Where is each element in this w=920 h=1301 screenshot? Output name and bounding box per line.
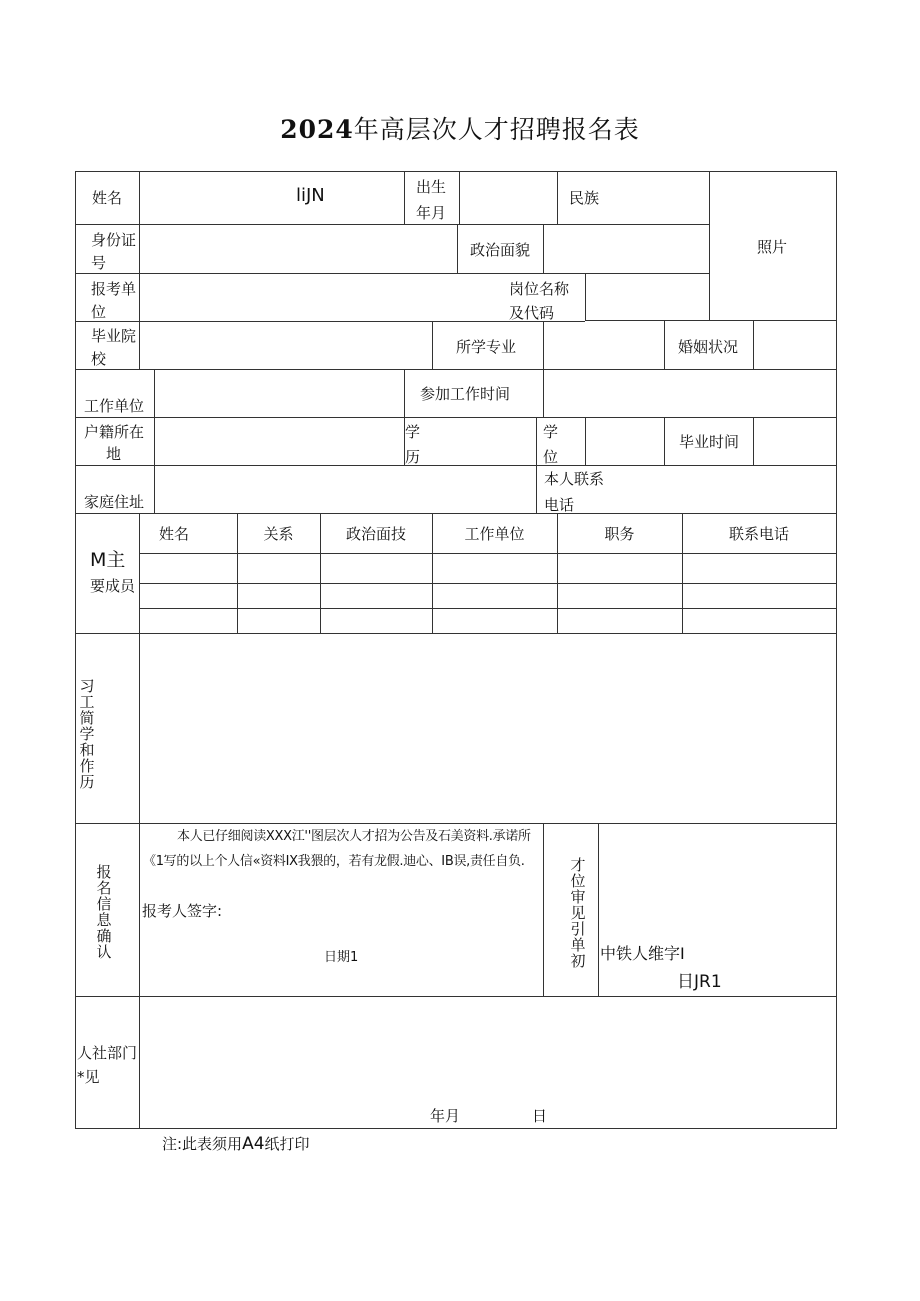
family-header-work-unit: 工作单位 (464, 525, 525, 543)
grad-time-label: 毕业时间 (679, 433, 740, 451)
photo-label: 照片 (757, 238, 788, 256)
edu-label-line1: 学 (405, 423, 421, 441)
name-label: 姓名 (92, 189, 123, 207)
family-header-position: 职务 (604, 525, 635, 543)
major-label: 所学专业 (456, 338, 517, 356)
marital-label: 婚姻状况 (678, 338, 739, 356)
degree-label-line1: 学 (543, 423, 559, 441)
ethnic-label: 民族 (569, 189, 600, 207)
family-label-line2: 要成员 (90, 577, 136, 595)
id-label-line2: 号 (91, 254, 107, 272)
unit-label-line1: 报考单 (91, 280, 137, 298)
confirm-text-line1: 本人已仔细阅读XXX江''图层次人才招为公告及石美资料.承诺所 (177, 829, 531, 844)
review-label: 才位审见引单初 (570, 856, 586, 970)
home-address-label: 家庭住址 (84, 493, 145, 511)
confirm-label: 报名信息确认 (96, 863, 112, 961)
reviewer-date-label: 日JR1 (677, 972, 722, 992)
family-header-relation: 关系 (263, 525, 294, 543)
applicant-date-label: 日期1 (324, 950, 359, 965)
hr-date-day: 日 (532, 1107, 548, 1125)
school-label-line2: 校 (91, 350, 107, 368)
phone-label-line1: 本人联系 (544, 470, 605, 488)
join-work-label: 参加工作时间 (420, 385, 511, 403)
print-note-prefix: 注:此表须用 (162, 1135, 243, 1153)
hr-label-line2: *见 (77, 1068, 100, 1086)
edu-label-line2: 历 (405, 448, 421, 466)
family-header-political: 政治面技 (345, 525, 406, 543)
phone-label-line2: 电话 (544, 496, 575, 514)
hr-label-line1: 人社部门 (77, 1044, 138, 1062)
title-year: 2024 (280, 115, 354, 144)
reviewer-sign-label: 中铁人维字I (600, 944, 685, 963)
family-header-name: 姓名 (158, 525, 189, 543)
print-note-a4: A4 (242, 1134, 265, 1154)
family-label-line1: M主 (90, 549, 126, 571)
print-note (162, 1133, 310, 1154)
title-text: 年高层次人才招聘报名表 (353, 115, 640, 144)
hr-date-year-month: 年月 (430, 1107, 461, 1125)
confirm-text-line2: 《1写的以上个人信«资料IX我猥的，若有龙假.迪心、IB误,责任自负. (143, 854, 525, 869)
work-unit-label: 工作单位 (84, 397, 145, 415)
family-header-phone: 联系电话 (728, 525, 789, 543)
print-note-suffix: 纸打印 (264, 1135, 310, 1153)
post-label-line1: 岗位名称 (509, 280, 570, 298)
name-value[interactable]: liJN (296, 185, 325, 206)
hukou-label-line2: 地 (106, 445, 122, 463)
political-label: 政治面貌 (470, 241, 531, 259)
id-label-line1: 身份证 (91, 231, 137, 249)
applicant-sign-label: 报考人签字: (142, 902, 223, 920)
unit-label-line2: 位 (91, 303, 107, 321)
degree-label-line2: 位 (543, 448, 559, 466)
birth-label-line2: 年月 (416, 204, 447, 222)
school-label-line1: 毕业院 (91, 327, 137, 345)
resume-label: 习工简学和作历 (79, 677, 95, 791)
form-title (0, 110, 920, 146)
hukou-label-line1: 户籍所在 (84, 423, 145, 441)
post-label-line2: 及代码 (509, 304, 555, 322)
birth-label-line1: 出生 (416, 178, 447, 196)
